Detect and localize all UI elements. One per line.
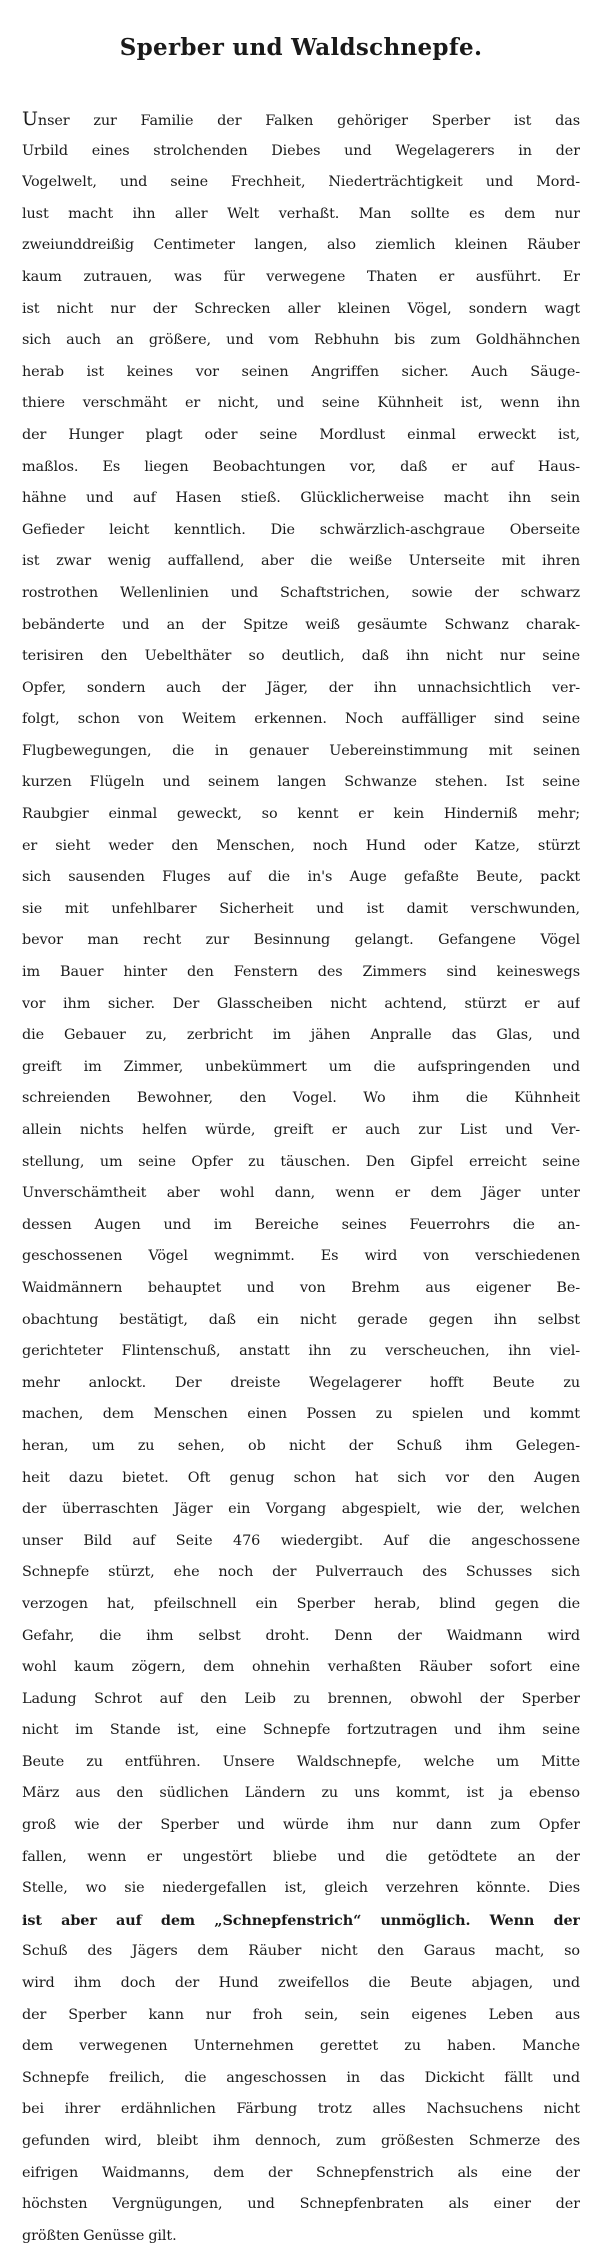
text-line: gefunden wird, bleibt ihm dennoch, zum größesten Schmerze des	[22, 2133, 580, 2149]
text-line: heran, um zu sehen, ob nicht der Schuß ihm Gelegen-	[22, 1437, 580, 1454]
text-line: Flugbewegungen, die in genauer Uebereinstimmung mit seinen	[22, 742, 580, 759]
text-line: Schnepfe stürzt, ehe noch der Pulverrauch des Schusses sich	[22, 1564, 580, 1581]
text-line: bebänderte und an der Spitze weiß gesäumte Schwanz charak-	[22, 616, 580, 633]
text-line: Gefahr, die ihm selbst droht. Denn der Waidmann wird	[22, 1627, 580, 1644]
text-line: der überraschten Jäger ein Vorgang abgespielt, wie der, welchen	[22, 1501, 580, 1518]
text-line: Raubgier einmal geweckt, so kennt er kein Hinderniß mehr;	[22, 806, 580, 823]
article-title: Sperber und Waldschnepfe.	[119, 34, 483, 61]
text-line: terisiren den Uebelthäter so deutlich, daß ihn nicht nur seine	[22, 648, 580, 665]
article-body	[22, 104, 580, 2252]
text-line: kaum zutrauen, was für verwegene Thaten er ausführt. Er	[22, 268, 580, 285]
text-line: obachtung bestätigt, daß ein nicht gerade gegen ihn selbst	[22, 1311, 580, 1328]
text-line: nicht im Stande ist, eine Schnepfe fortzutragen und ihm seine	[22, 1722, 580, 1739]
text-line: herab ist keines vor seinen Angriffen sicher. Auch Säuge-	[22, 363, 580, 380]
text-line: er sieht weder den Menschen, noch Hund oder Katze, stürzt	[22, 837, 580, 854]
text-line: machen, dem Menschen einen Possen zu spielen und kommt	[22, 1406, 580, 1423]
text-line: schreienden Bewohner, den Vogel. Wo ihm die Kühnheit	[22, 1090, 580, 1107]
text-line: ist nicht nur der Schrecken aller kleinen Vögel, sondern wagt	[22, 300, 580, 317]
text-line: dem verwegenen Unternehmen gerettet zu haben. Manche	[22, 2038, 580, 2055]
text-line: bei ihrer erdähnlichen Färbung trotz alles Nachsuchens nicht	[22, 2101, 580, 2118]
text-line: Beute zu entführen. Unsere Waldschnepfe, welche um Mitte	[22, 1753, 580, 1770]
text-line: Unverschämtheit aber wohl dann, wenn er dem Jäger unter	[22, 1185, 580, 1202]
text-line: Waidmännern behauptet und von Brehm aus eigener Be-	[22, 1279, 580, 1296]
text-line: thiere verschmäht er nicht, und seine Kühnheit ist, wenn ihn	[22, 395, 580, 412]
text-line: folgt, schon von Weitem erkennen. Noch auffälliger sind seine	[22, 711, 580, 728]
text-line: Urbild eines strolchenden Diebes und Wegelagerers in der	[22, 142, 580, 159]
text-line: die Gebauer zu, zerbricht im jähen Anpralle das Glas, und	[22, 1027, 580, 1044]
text-line: heit dazu bietet. Oft genug schon hat sich vor den Augen	[22, 1469, 580, 1486]
text-line: stellung, um seine Opfer zu täuschen. Den Gipfel erreicht seine	[22, 1153, 580, 1170]
text-line: im Bauer hinter den Fenstern des Zimmers sind keineswegs	[22, 964, 580, 981]
page	[22, 0, 580, 2244]
text-line: März aus den südlichen Ländern zu uns kommt, ist ja ebenso	[22, 1785, 580, 1802]
text-line: gerichteter Flintenschuß, anstatt ihn zu verscheuchen, ihn viel-	[22, 1343, 580, 1360]
text-line: Stelle, wo sie niedergefallen ist, gleich verzehren könnte. Dies	[22, 1880, 580, 1897]
text-line: bevor man recht zur Besinnung gelangt. Gefangene Vögel	[22, 932, 580, 949]
text-line: rostrothen Wellenlinien und Schaftstrichen, sowie der schwarz	[22, 584, 580, 601]
text-line: der Hunger plagt oder seine Mordlust einmal erweckt ist,	[22, 426, 580, 443]
text-line: geschossenen Vögel wegnimmt. Es wird von verschiedenen	[22, 1248, 580, 1265]
text-line: zweiunddreißig Centimeter langen, also ziemlich kleinen Räuber	[22, 237, 580, 254]
text-line: höchsten Vergnügungen, und Schnepfenbraten als einer der	[22, 2196, 580, 2213]
text-line: wohl kaum zögern, dem ohnehin verhaßten Räuber sofort eine	[22, 1659, 580, 1676]
text-line: Schnepfe freilich, die angeschossen in das Dickicht fällt und	[22, 2069, 580, 2086]
text-line: greift im Zimmer, unbekümmert um die aufspringenden und	[22, 1058, 580, 1075]
text-line: sich auch an größere, und vom Rebhuhn bis zum Goldhähnchen	[22, 332, 580, 349]
text-line: verzogen hat, pfeilschnell ein Sperber herab, blind gegen die	[22, 1595, 580, 1612]
text-line: eifrigen Waidmanns, dem der Schnepfenstrich als eine der	[22, 2164, 580, 2181]
text-line: Schuß des Jägers dem Räuber nicht den Garaus macht, so	[22, 1943, 580, 1960]
text-line: sich sausenden Fluges auf die in's Auge gefaßte Beute, packt	[22, 869, 580, 886]
text-line: mehr anlockt. Der dreiste Wegelagerer hofft Beute zu	[22, 1374, 580, 1391]
text-line: ist aber auf dem „Schnepfenstrich“ unmöglich. Wenn der	[22, 1911, 580, 1929]
text-line: fallen, wenn er ungestört bliebe und die getödtete an der	[22, 1848, 580, 1865]
text-line: allein nichts helfen würde, greift er auch zur List und Ver-	[22, 1122, 580, 1138]
text-line: Unser zur Familie der Falken gehöriger Sperber ist das	[22, 108, 580, 130]
text-line: vor ihm sicher. Der Glasscheiben nicht achtend, stürzt er auf	[22, 995, 580, 1012]
text-line: sie mit unfehlbarer Sicherheit und ist damit verschwunden,	[22, 900, 580, 917]
text-line: hähne und auf Hasen stieß. Glücklicherweise macht ihn sein	[22, 490, 580, 507]
text-line: Gefieder leicht kenntlich. Die schwärzlich-aschgraue Oberseite	[22, 521, 580, 538]
text-line: maßlos. Es liegen Beobachtungen vor, daß er auf Haus-	[22, 458, 580, 475]
text-line: Opfer, sondern auch der Jäger, der ihn unnachsichtlich ver-	[22, 679, 580, 696]
text-line: wird ihm doch der Hund zweifellos die Beute abjagen, und	[22, 1975, 580, 1992]
text-line: ist zwar wenig auffallend, aber die weiße Unterseite mit ihren	[22, 553, 580, 570]
text-line: groß wie der Sperber und würde ihm nur dann zum Opfer	[22, 1817, 580, 1834]
text-line: kurzen Flügeln und seinem langen Schwanze stehen. Ist seine	[22, 774, 580, 791]
text-line: lust macht ihn aller Welt verhaßt. Man sollte es dem nur	[22, 205, 580, 222]
text-line: dessen Augen und im Bereiche seines Feuerrohrs die an-	[22, 1216, 580, 1233]
text-line: Ladung Schrot auf den Leib zu brennen, obwohl der Sperber	[22, 1690, 580, 1707]
text-line: größten Genüsse gilt.	[22, 2227, 177, 2244]
text-line: unser Bild auf Seite 476 wiedergibt. Auf die angeschossene	[22, 1532, 580, 1549]
text-line: der Sperber kann nur froh sein, sein eigenes Leben aus	[22, 2006, 580, 2023]
text-line: Vogelwelt, und seine Frechheit, Niederträchtigkeit und Mord-	[22, 174, 580, 191]
